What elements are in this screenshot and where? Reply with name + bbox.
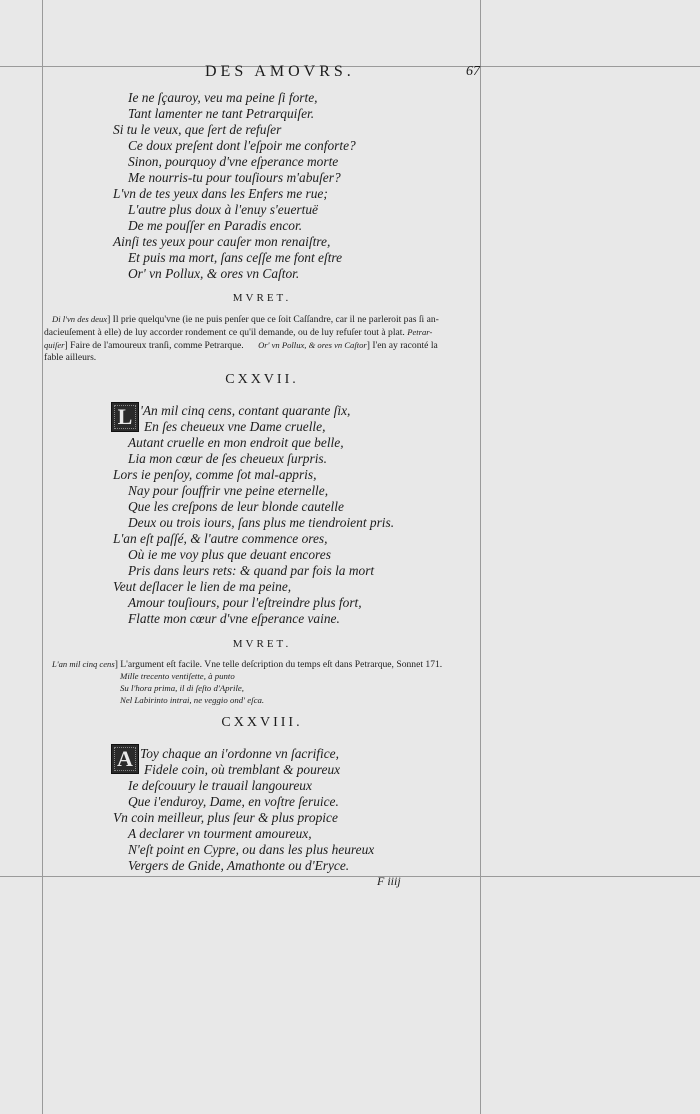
sonnet-number: CXXVII. [225, 372, 299, 387]
verse-line: Et puis ma mort, ſans ceſſe me font eſtre [128, 250, 343, 265]
page-header [40, 63, 484, 85]
verse-line: A declarer vn tourment amoureux, [128, 826, 312, 841]
verse-line: Tant lamenter ne tant Petrarquiſer. [128, 106, 315, 121]
commentary-line: quiſer] Faire de l'amoureux tranſi, comme Petrarque. Or' vn Pollux, & ores vn Caſtor] I'en ay raconté la [44, 340, 438, 351]
sonnet-number: CXXVIII. [221, 715, 303, 730]
verse-line: En ſes cheueux vne Dame cruelle, [144, 419, 326, 434]
verse-line: De me pouſſer en Paradis encor. [128, 218, 303, 233]
verse-line: Si tu le veux, que ſert de refuſer [113, 122, 282, 137]
verse-line: N'eſt point en Cypre, ou dans les plus heureux [128, 842, 375, 857]
decorated-initial: A [111, 744, 139, 774]
verse-line: Autant cruelle en mon endroit que belle, [128, 435, 344, 450]
running-head: DES AMOVRS. [205, 63, 355, 80]
verse-line: Fidele coin, où tremblant & poureux [144, 762, 341, 777]
verse-line: Que i'enduroy, Dame, en voſtre ſeruice. [128, 794, 339, 809]
lemma: Di l'vn des deux [52, 314, 108, 324]
verse-line: L'vn de tes yeux dans les Enfers me rue; [113, 186, 328, 201]
verse-line: Lors ie penſoy, comme ſot mal-appris, [113, 467, 317, 482]
verse-line: Me nourris-tu pour touſiours m'abuſer? [128, 170, 341, 185]
commentary-heading: MVRET. [232, 292, 292, 304]
fold-line-right [480, 0, 481, 1114]
commentary-heading: MVRET. [232, 638, 292, 650]
verse-line: Amour touſiours, pour l'eſtreindre plus fort, [128, 595, 362, 610]
commentary-line: dacieuſement à elle) de luy accorder rondement ce qu'il demande, ou de luy refuſer tout à plat. Petrar- [44, 327, 433, 338]
verse-line: Où ie me voy plus que deuant encores [128, 547, 331, 562]
verse-line: Lia mon cœur de ſes cheueux ſurpris. [128, 451, 327, 466]
lemma: Or' vn Pollux, & ores vn Caſtor [258, 340, 367, 350]
verse-line: Ie ne ſçauroy, veu ma peine ſi forte, [128, 90, 318, 105]
verse-line: Sinon, pourquoy d'vne eſperance morte [128, 154, 339, 169]
verse-line: Veut deſlacer le lien de ma peine, [113, 579, 292, 594]
quote-line: Mille trecento ventiſette, à punto [120, 671, 235, 681]
verse-line: Vn coin meilleur, plus ſeur & plus propice [113, 810, 338, 825]
verse-line: 'An mil cinq cens, contant quarante ſix, [140, 403, 351, 418]
signature-mark: F iiij [377, 874, 401, 888]
quote-line: Nel Labirinto intrai, ne veggio ond' eſca. [120, 695, 265, 705]
verse-line: Ce doux preſent dont l'eſpoir me conforte? [128, 138, 356, 153]
verse-line: Nay pour ſouffrir vne peine eternelle, [128, 483, 329, 498]
fold-line-bottom [0, 876, 700, 877]
verse-line: Pris dans leurs rets: & quand par fois la mort [128, 563, 375, 578]
lemma: quiſer [44, 340, 65, 350]
decorated-initial: L [111, 402, 139, 432]
commentary-line: fable ailleurs. [44, 352, 97, 363]
verse-line: Vergers de Gnide, Amathonte ou d'Eryce. [128, 858, 350, 873]
lemma: L'an mil cinq cens [52, 659, 115, 669]
lemma: Petrar- [407, 327, 433, 337]
verse-line: Flatte mon cœur d'vne eſperance vaine. [128, 611, 340, 626]
folio-number: 67 [466, 64, 480, 79]
quote-line: Su l'hora prima, il di ſeſto d'Aprile, [120, 683, 244, 693]
verse-line: Ainſi tes yeux pour cauſer mon renaiſtre, [113, 234, 331, 249]
verse-line: L'an eſt paſſé, & l'autre commence ores, [113, 531, 328, 546]
commentary-line: Di l'vn des deux] Il prie quelqu'vne (ie ne puis penſer que ce ſoit Caſſandre, car il ne parleroit pas ſi an- [52, 314, 439, 325]
verse-line: L'autre plus doux à l'enuy s'euertuë [128, 202, 318, 217]
verse-line: Que les creſpons de leur blonde cautelle [128, 499, 344, 514]
fold-line-left [42, 0, 43, 1114]
verse-line: Ie deſcouury le trauail langoureux [128, 778, 312, 793]
verse-line: Deux ou trois iours, ſans plus me tiendroient pris. [128, 515, 395, 530]
commentary-line: L'an mil cinq cens] L'argument eſt facile. Vne telle deſcription du temps eſt dans Petrarque, Sonnet 171. [52, 659, 443, 670]
verse-line: Or' vn Pollux, & ores vn Caſtor. [128, 266, 300, 281]
verse-line: Toy chaque an i'ordonne vn ſacrifice, [140, 746, 339, 761]
